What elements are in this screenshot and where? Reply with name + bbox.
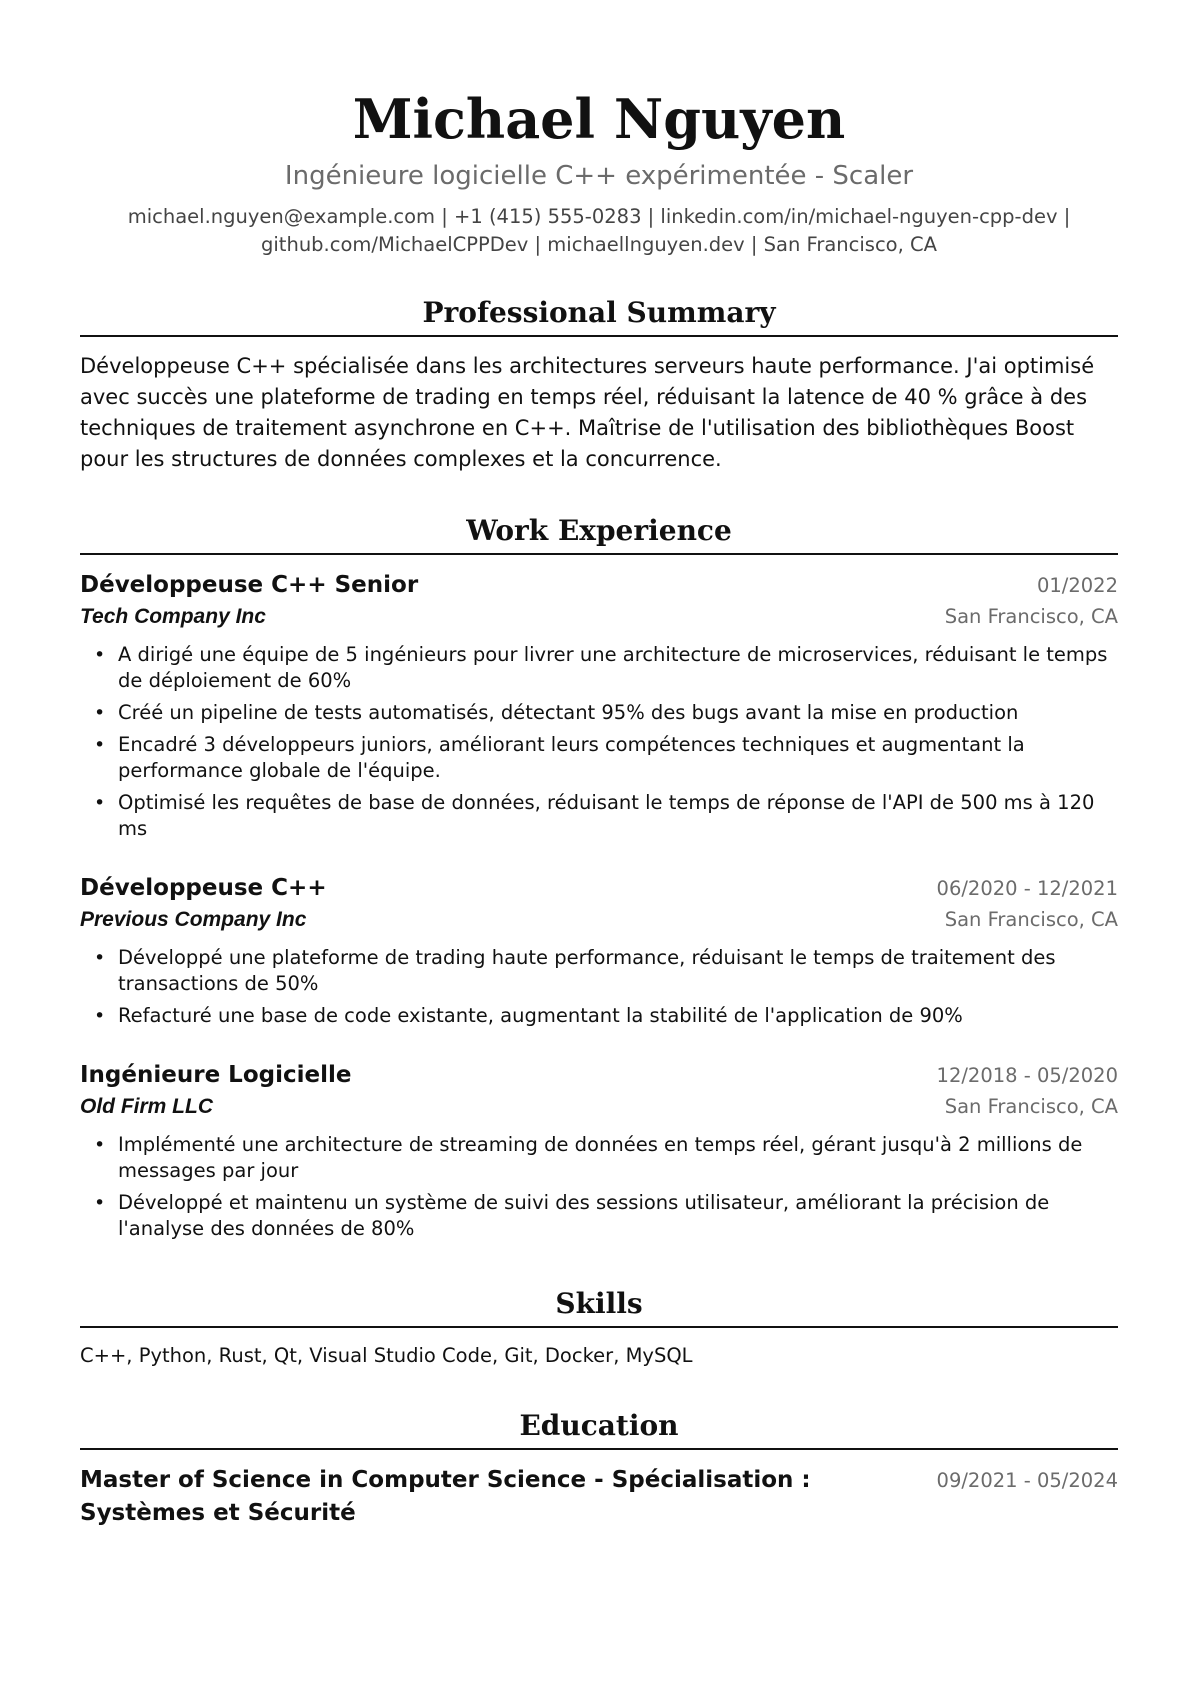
job-bullet [80, 945, 1118, 997]
candidate-name: Michael Nguyen [352, 87, 846, 151]
experience-heading: Work Experience [80, 513, 1118, 555]
bullet-icon: • [94, 644, 106, 666]
bullet-text: Créé un pipeline de tests automatisés, détectant 95% des bugs avant la mise en production [118, 701, 1019, 724]
job-header-row [80, 569, 1118, 602]
job-bullets [80, 1132, 1118, 1242]
education-date: 09/2021 - 05/2024 [936, 1469, 1118, 1492]
education-degree: Master of Science in Computer Science - Spécialisation : Systèmes et Sécurité [80, 1467, 811, 1526]
job-company-row [80, 905, 1118, 935]
job-date: 01/2022 [1036, 574, 1118, 597]
job-company: Old Firm LLC [80, 1095, 213, 1118]
job-company: Previous Company Inc [80, 908, 307, 931]
job-company: Tech Company Inc [80, 605, 266, 628]
job-location: San Francisco, CA [944, 605, 1118, 628]
job-company-row [80, 1092, 1118, 1122]
bullet-icon: • [94, 734, 106, 756]
education-entry [80, 1464, 1118, 1530]
job-location: San Francisco, CA [944, 908, 1118, 931]
contact-info [80, 203, 1118, 259]
bullet-icon: • [94, 1192, 106, 1214]
bullet-icon: • [94, 947, 106, 969]
job-location: San Francisco, CA [944, 1095, 1118, 1118]
candidate-subtitle: Ingénieure logicielle C++ expérimentée - Scaler [284, 161, 914, 191]
skills-section [80, 1286, 1118, 1370]
bullet-icon: • [94, 792, 106, 814]
job-bullets [80, 945, 1118, 1029]
bullet-text: A dirigé une équipe de 5 ingénieurs pour livrer une architecture de microservices, réduisant le temps de déploiement de 60% [118, 643, 1108, 692]
summary-section [80, 295, 1118, 475]
bullet-text: Encadré 3 développeurs juniors, améliorant leurs compétences techniques et augmentant la performance globale de l'équipe. [118, 733, 1025, 782]
job-company-row [80, 602, 1118, 632]
contact-line-1: michael.nguyen@example.com | +1 (415) 555-0283 | linkedin.com/in/michael-nguyen-cpp-dev | [127, 205, 1071, 228]
bullet-icon: • [94, 1005, 106, 1027]
job-bullets [80, 642, 1118, 842]
job-bullet [80, 790, 1118, 842]
job-date: 06/2020 - 12/2021 [936, 877, 1118, 900]
bullet-icon: • [94, 702, 106, 724]
job-entry [80, 569, 1118, 842]
job-title: Développeuse C++ Senior [80, 572, 419, 598]
bullet-text: Implémenté une architecture de streaming de données en temps réel, gérant jusqu'à 2 millions de messages par jour [118, 1133, 1083, 1182]
bullet-text: Refacturé une base de code existante, augmentant la stabilité de l'application de 90% [118, 1004, 963, 1027]
education-section [80, 1408, 1118, 1530]
experience-section [80, 513, 1118, 1242]
job-entry [80, 872, 1118, 1029]
job-title: Ingénieure Logicielle [80, 1062, 352, 1088]
job-bullet [80, 1003, 1118, 1029]
summary-heading: Professional Summary [80, 295, 1118, 337]
bullet-text: Développé et maintenu un système de suivi des sessions utilisateur, améliorant la précision de l'analyse des données de 80% [118, 1191, 1050, 1240]
bullet-icon: • [94, 1134, 106, 1156]
job-entry [80, 1059, 1118, 1242]
skills-list: C++, Python, Rust, Qt, Visual Studio Code, Git, Docker, MySQL [80, 1344, 693, 1367]
summary-text: Développeuse C++ spécialisée dans les architectures serveurs haute performance. J'ai optimisé avec succès une plateforme de trading en temps réel, réduisant la latence de 40 % grâce à des techniques de traitement asynchrone en C++. Maîtrise de l'utilisation des bibliothèques Boost pour les structures de données complexes et la concurrence. [80, 354, 1095, 471]
job-bullet [80, 732, 1118, 784]
job-bullet [80, 642, 1118, 694]
job-bullet [80, 700, 1118, 726]
contact-line-2: github.com/MichaelCPPDev | michaellnguyen.dev | San Francisco, CA [261, 233, 937, 256]
bullet-text: Développé une plateforme de trading haute performance, réduisant le temps de traitement des transactions de 50% [118, 946, 1056, 995]
job-date: 12/2018 - 05/2020 [936, 1064, 1118, 1087]
bullet-text: Optimisé les requêtes de base de données, réduisant le temps de réponse de l'API de 500 ms à 120 ms [118, 791, 1095, 840]
education-heading: Education [80, 1408, 1118, 1450]
skills-heading: Skills [80, 1286, 1118, 1328]
job-header-row [80, 1059, 1118, 1092]
job-bullet [80, 1132, 1118, 1184]
job-header-row [80, 872, 1118, 905]
job-title: Développeuse C++ [80, 875, 327, 901]
job-bullet [80, 1190, 1118, 1242]
resume-page [80, 0, 1118, 1530]
